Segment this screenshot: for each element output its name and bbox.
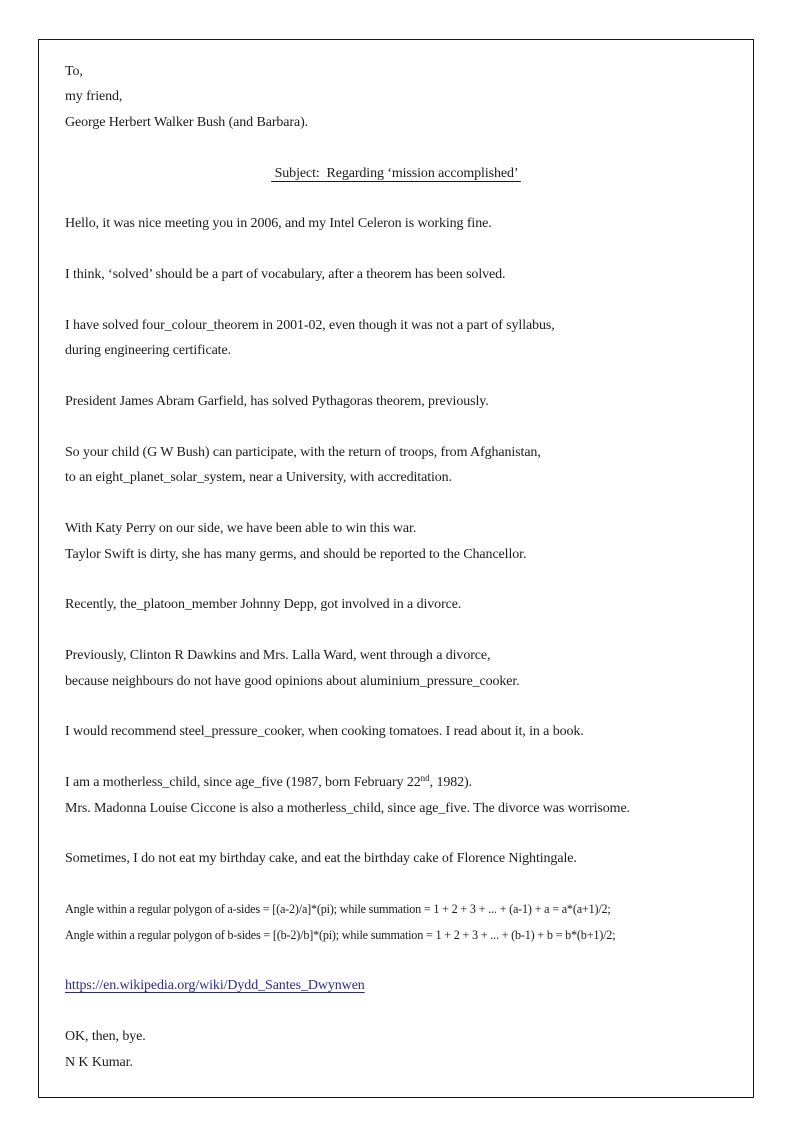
text-segment: , 1982). (429, 775, 473, 791)
letter-line: I think, ‘solved’ should be a part of vocabulary, after a theorem has been solved. (65, 267, 506, 283)
letter-line: Mrs. Madonna Louise Ciccone is also a motherless_child, since age_five. The divorce was worrisome. (65, 800, 630, 816)
paragraph (65, 59, 727, 135)
letter-line: my friend, (65, 89, 123, 105)
letter-line (65, 770, 727, 795)
letter-line: Previously, Clinton R Dawkins and Mrs. Lalla Ward, went through a divorce, (65, 648, 491, 664)
paragraph (65, 592, 727, 617)
letter-line: Angle within a regular polygon of b-sides = [(b-2)/b]*(pi); while summation = 1 + 2 + 3 + ... + (b-1) + b = b*(b+1)/2; (65, 927, 616, 942)
letter-line: to an eight_planet_solar_system, near a University, with accreditation. (65, 470, 452, 486)
subject-block (65, 161, 727, 186)
paragraph (65, 846, 727, 871)
letter-line: So your child (G W Bush) can participate, with the return of troops, from Afghanistan, (65, 445, 541, 460)
letter-page (38, 39, 754, 1098)
text-segment: I am a motherless_child, since age_five (1987, born February 22 (65, 775, 421, 791)
paragraph (65, 1024, 727, 1075)
letter-line: during engineering certificate. (65, 343, 231, 359)
link-block (65, 973, 727, 998)
letter-line: because neighbours do not have good opinions about aluminium_pressure_cooker. (65, 673, 520, 689)
letter-line: George Herbert Walker Bush (and Barbara). (65, 114, 309, 130)
paragraph (65, 211, 727, 236)
paragraph (65, 440, 727, 491)
letter-line: Angle within a regular polygon of a-sides = [(a-2)/a]*(pi); while summation = 1 + 2 + 3 + ... + (a-1) + a = a*(a+1)/2; (65, 902, 611, 917)
letter-line: Taylor Swift is dirty, she has many germs, and should be reported to the Chancellor. (65, 546, 527, 562)
paragraph (65, 719, 727, 744)
paragraph (65, 643, 727, 694)
letter-line: N K Kumar. (65, 1054, 133, 1070)
wikipedia-link[interactable]: https://en.wikipedia.org/wiki/Dydd_Santes_Dwynwen (65, 978, 365, 994)
letter-line: With Katy Perry on our side, we have been able to win this war. (65, 521, 417, 537)
letter-line: President James Abram Garfield, has solved Pythagoras theorem, previously. (65, 394, 489, 410)
paragraph (65, 389, 727, 414)
letter-line: OK, then, bye. (65, 1029, 146, 1045)
letter-line: Sometimes, I do not eat my birthday cake, and eat the birthday cake of Florence Nightingale. (65, 851, 577, 867)
link-line (65, 973, 727, 998)
paragraph (65, 516, 727, 567)
letter-line: Recently, the_platoon_member Johnny Depp, got involved in a divorce. (65, 597, 462, 613)
letter-line: To, (65, 64, 83, 79)
paragraph (65, 313, 727, 364)
subject-line (65, 161, 727, 186)
subject-text: Subject: Regarding ‘mission accomplished’ (271, 165, 521, 181)
letter-body (65, 59, 727, 1075)
letter-line: I have solved four_colour_theorem in 2001-02, even though it was not a part of syllabus, (65, 318, 555, 333)
letter-line: Hello, it was nice meeting you in 2006, and my Intel Celeron is working fine. (65, 216, 492, 232)
letter-line: I would recommend steel_pressure_cooker, when cooking tomatoes. I read about it, in a book. (65, 724, 584, 740)
paragraph (65, 897, 727, 948)
paragraph (65, 262, 727, 287)
paragraph (65, 770, 727, 821)
ordinal-superscript: nd (420, 773, 430, 784)
